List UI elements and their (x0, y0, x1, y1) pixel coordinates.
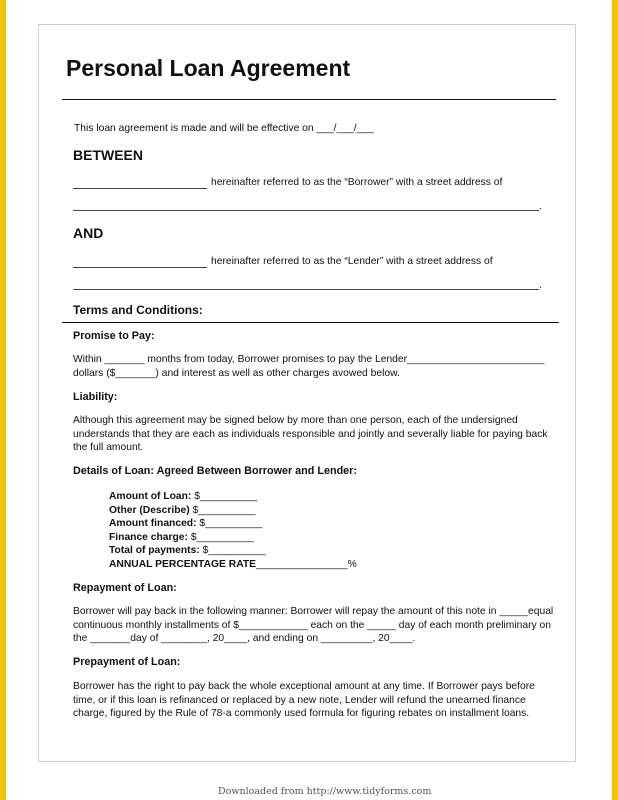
detail-label: Amount of Loan: (109, 491, 192, 502)
lender-address-end: . (539, 280, 542, 291)
liability-body: Although this agreement may be signed below by more than one person, each of the undersigned understands that they are each as individuals responsible and jointly and severally liable for paying back the full amount. (73, 415, 548, 453)
detail-row (109, 504, 256, 518)
details-heading: Details of Loan: Agreed Between Borrower and Lender: (73, 465, 357, 477)
promise-heading: Promise to Pay: (73, 330, 155, 342)
borrower-name-line[interactable] (73, 188, 207, 189)
terms-rule (62, 322, 559, 323)
detail-label: Amount financed: (109, 518, 197, 529)
repayment-heading: Repayment of Loan: (73, 582, 177, 594)
detail-label: Finance charge: (109, 531, 188, 543)
detail-label: Total of payments: (109, 545, 200, 556)
borrower-address-end: . (539, 201, 542, 212)
detail-row (109, 531, 254, 545)
promise-body: Within _______ months from today, Borrower promises to pay the Lender________________________ dollars ($_______) and interest as well as other charges avowed below. (73, 354, 545, 379)
detail-value[interactable]: $__________ (202, 545, 266, 556)
detail-value[interactable]: $__________ (190, 531, 254, 543)
and-heading: AND (73, 225, 104, 241)
liability-heading: Liability: (73, 391, 118, 403)
detail-value[interactable]: ________________% (256, 558, 357, 570)
detail-row (109, 517, 262, 531)
detail-value[interactable]: $__________ (194, 491, 258, 502)
lender-description: hereinafter referred to as the “Lender” with a street address of (211, 256, 493, 267)
detail-value[interactable]: $__________ (199, 518, 263, 529)
between-heading: BETWEEN (73, 147, 143, 163)
lender-address-line[interactable] (73, 289, 539, 290)
intro-text: This loan agreement is made and will be effective on ___/___/___ (74, 123, 374, 134)
prepayment-heading: Prepayment of Loan: (73, 656, 181, 668)
document-title: Personal Loan Agreement (66, 55, 351, 81)
detail-label: Other (Describe) (109, 504, 190, 516)
download-watermark: Downloaded from http://www.tidyforms.com (218, 786, 432, 797)
detail-label: ANNUAL PERCENTAGE RATE (109, 558, 257, 570)
terms-heading: Terms and Conditions: (73, 303, 203, 317)
prepayment-body: Borrower has the right to pay back the whole exceptional amount at any time. If Borrower pays before time, or if this loan is refinanced or replaced by a new note, Lender will refund the unearned finance charge, figured by the Rule of 78-a commonly used formula for figuring rebates on installment loans. (73, 681, 535, 719)
borrower-description: hereinafter referred to as the “Borrower” with a street address of (211, 177, 503, 188)
detail-row (109, 544, 266, 558)
detail-row (109, 558, 357, 572)
lender-name-line[interactable] (73, 267, 207, 268)
detail-row (109, 490, 257, 504)
title-rule (62, 99, 556, 100)
repayment-body: Borrower will pay back in the following manner: Borrower will repay the amount of this note in _____equal continuous monthly installments of $____________ each on the _____ day of each month preliminary on the _______day of ________, 20____, and ending on _________, 20____. (73, 606, 554, 644)
detail-value[interactable]: $__________ (192, 504, 256, 516)
borrower-address-line[interactable] (73, 210, 539, 211)
